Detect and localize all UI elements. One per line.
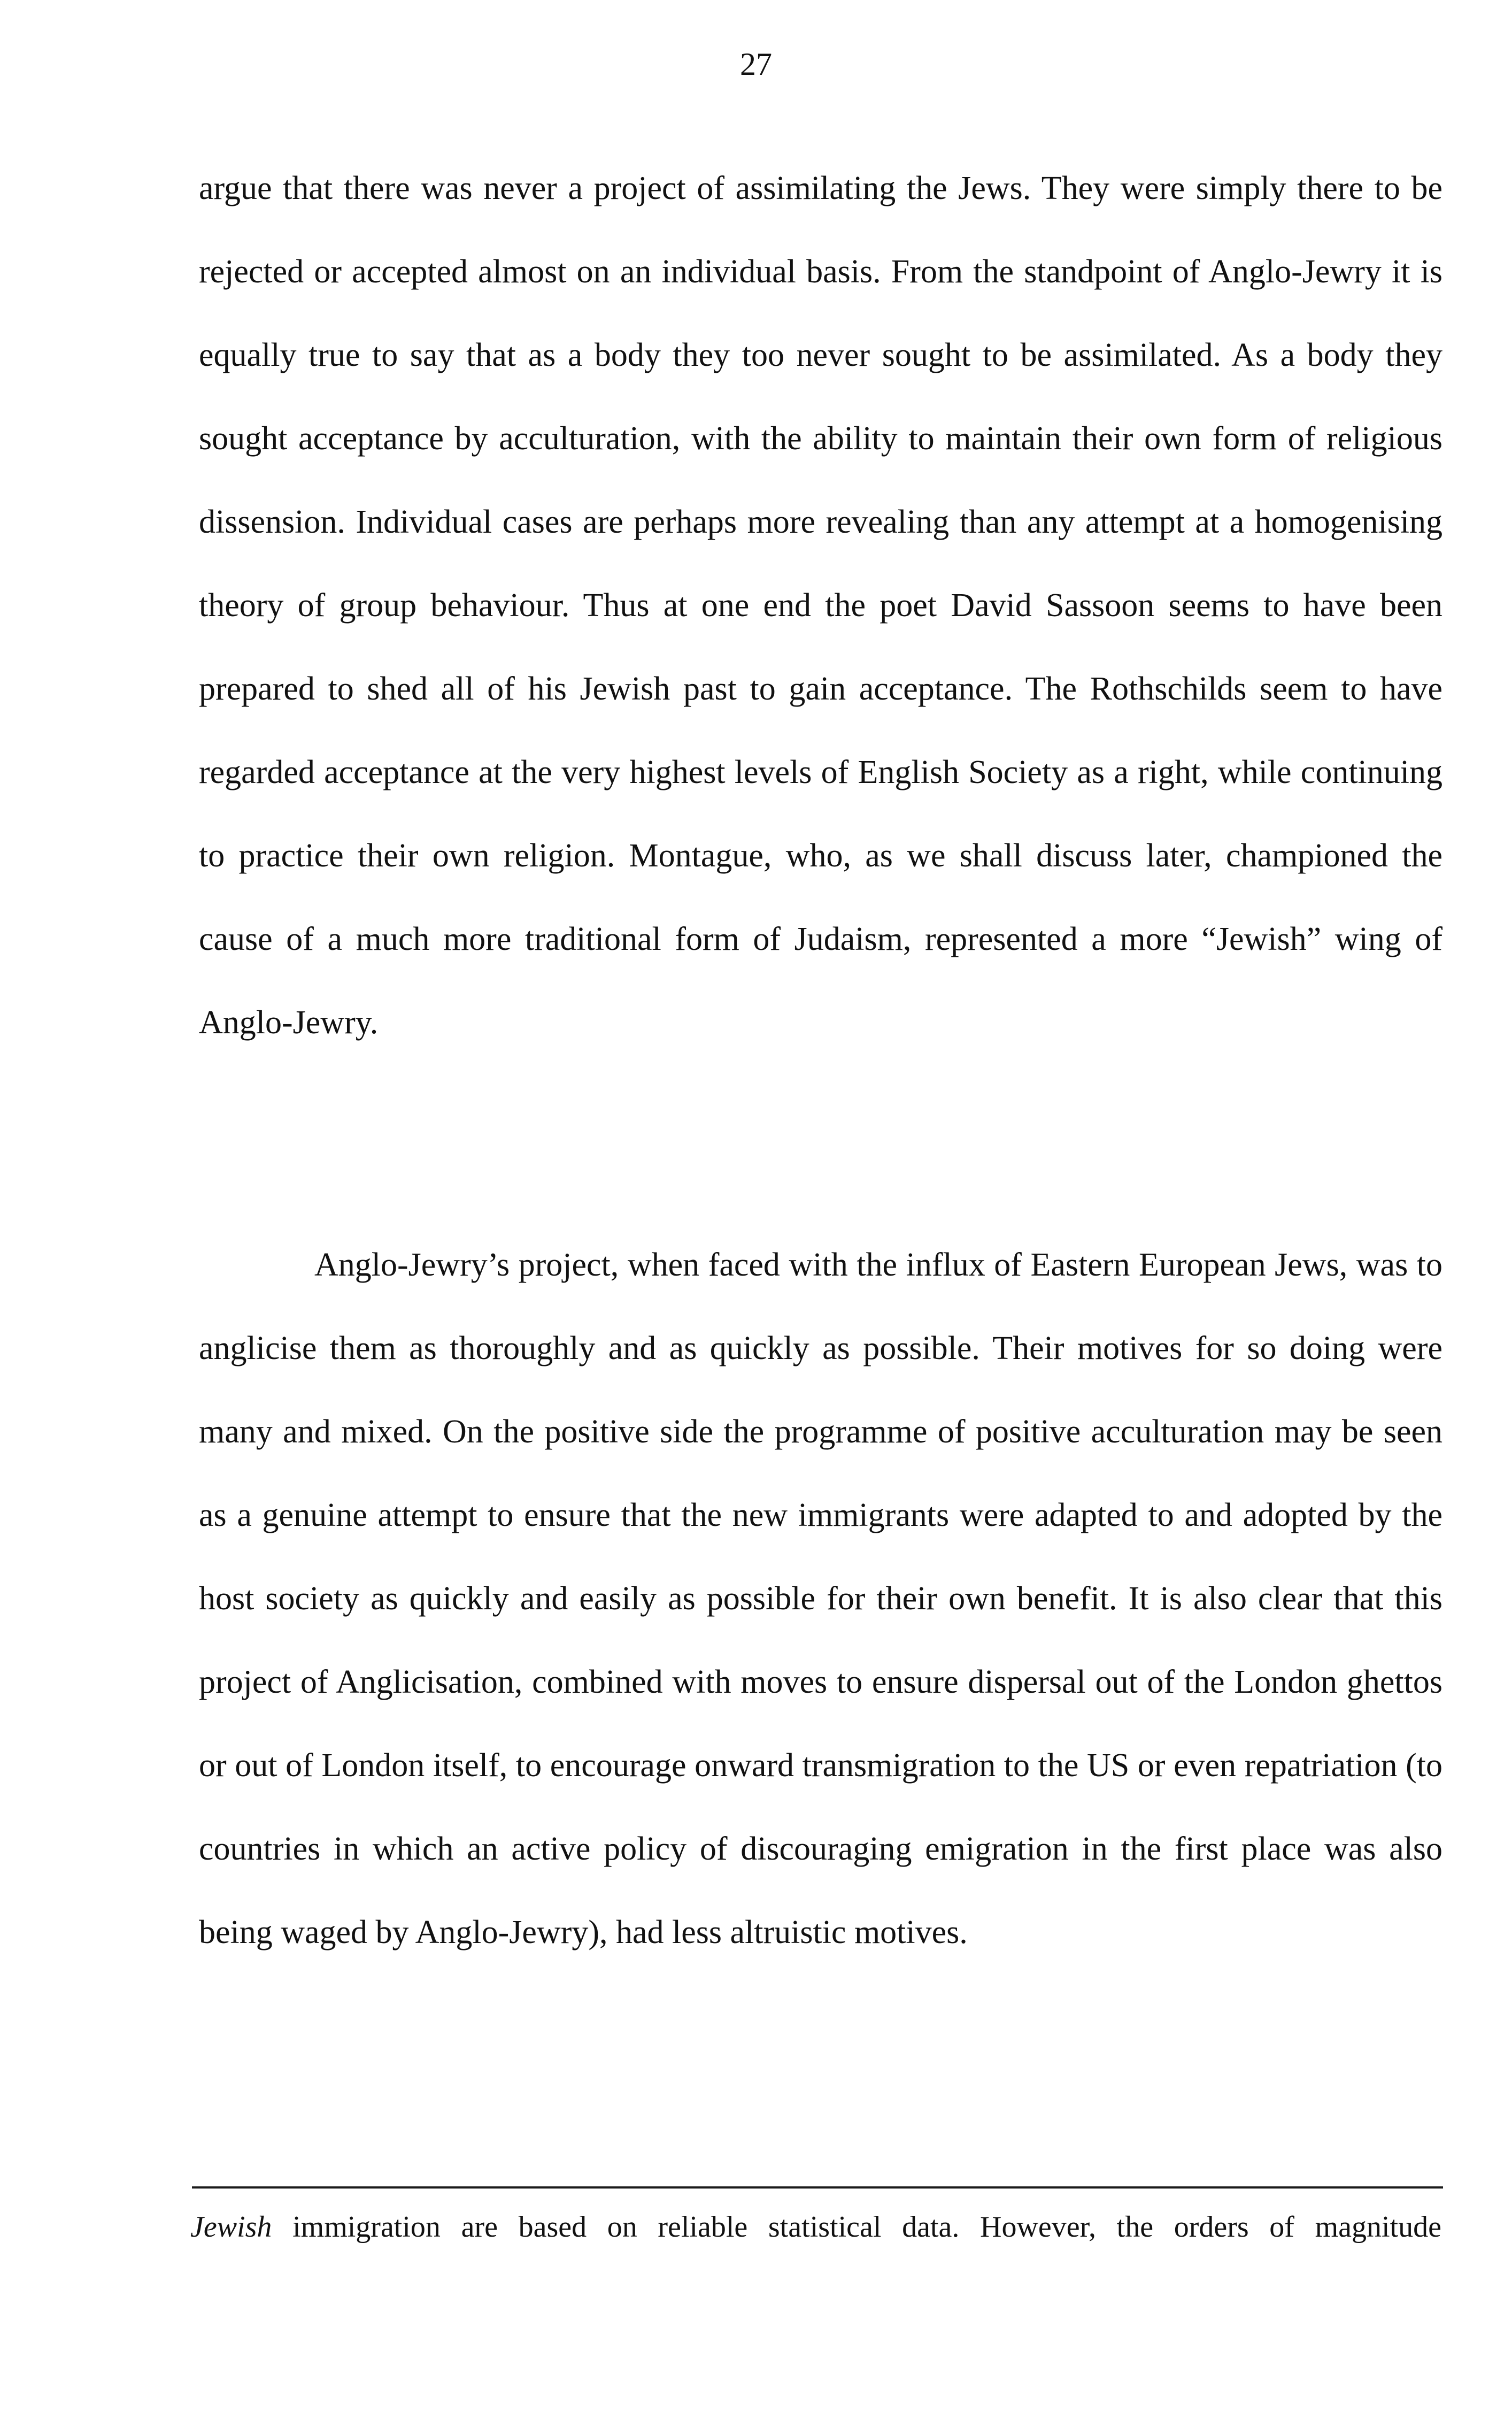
- body-paragraph: argue that there was never a project of assimilating the Jews. They were simply there to be rejected or accepted almost on an individual basis. From the standpoint of Anglo-Jewry it is equally true to say that as a body they too never sought to be assimilated. As a body they sought acceptance by acculturation, with the ability to maintain their own form of religious dissension. Individual cases are perhaps more revealing than any attempt at a homogenising theory of group behaviour. Thus at one end the poet David Sassoon seems to have been prepared to shed all of his Jewish past to gain acceptance. The Rothschilds seem to have regarded acceptance at the very highest levels of English Society as a right, while continuing to practice their own religion. Montague, who, as we shall discuss later, championed the cause of a much more traditional form of Judaism, represented a more “Jewish” wing of Anglo-Jewry.: [199, 170, 1442, 1041]
- body-paragraph: Anglo-Jewry’s project, when faced with the influx of Eastern European Jews, was to anglicise them as thoroughly and as quickly as possible. Their motives for so doing were many and mixed. On the positive side the programme of positive acculturation may be seen as a genuine attempt to ensure that the new immigrants were adapted to and adopted by the host society as quickly and easily as possible for their own benefit. It is also clear that this project of Anglicisation, combined with moves to ensure dispersal out of the London ghettos or out of London itself, to encourage onward transmigration to the US or even repatriation (to countries in which an active policy of discouraging emigration in the first place was also being waged by Anglo-Jewry), had less altruistic motives.: [199, 1247, 1442, 1951]
- footnote-italic-lead: Jewish: [190, 2210, 272, 2244]
- page-number: 27: [740, 47, 772, 82]
- footnote-divider: [192, 2186, 1443, 2189]
- footnote: [190, 2206, 1441, 2248]
- footnote-text: immigration are based on reliable statistical data. However, the orders of magnitude: [272, 2210, 1441, 2244]
